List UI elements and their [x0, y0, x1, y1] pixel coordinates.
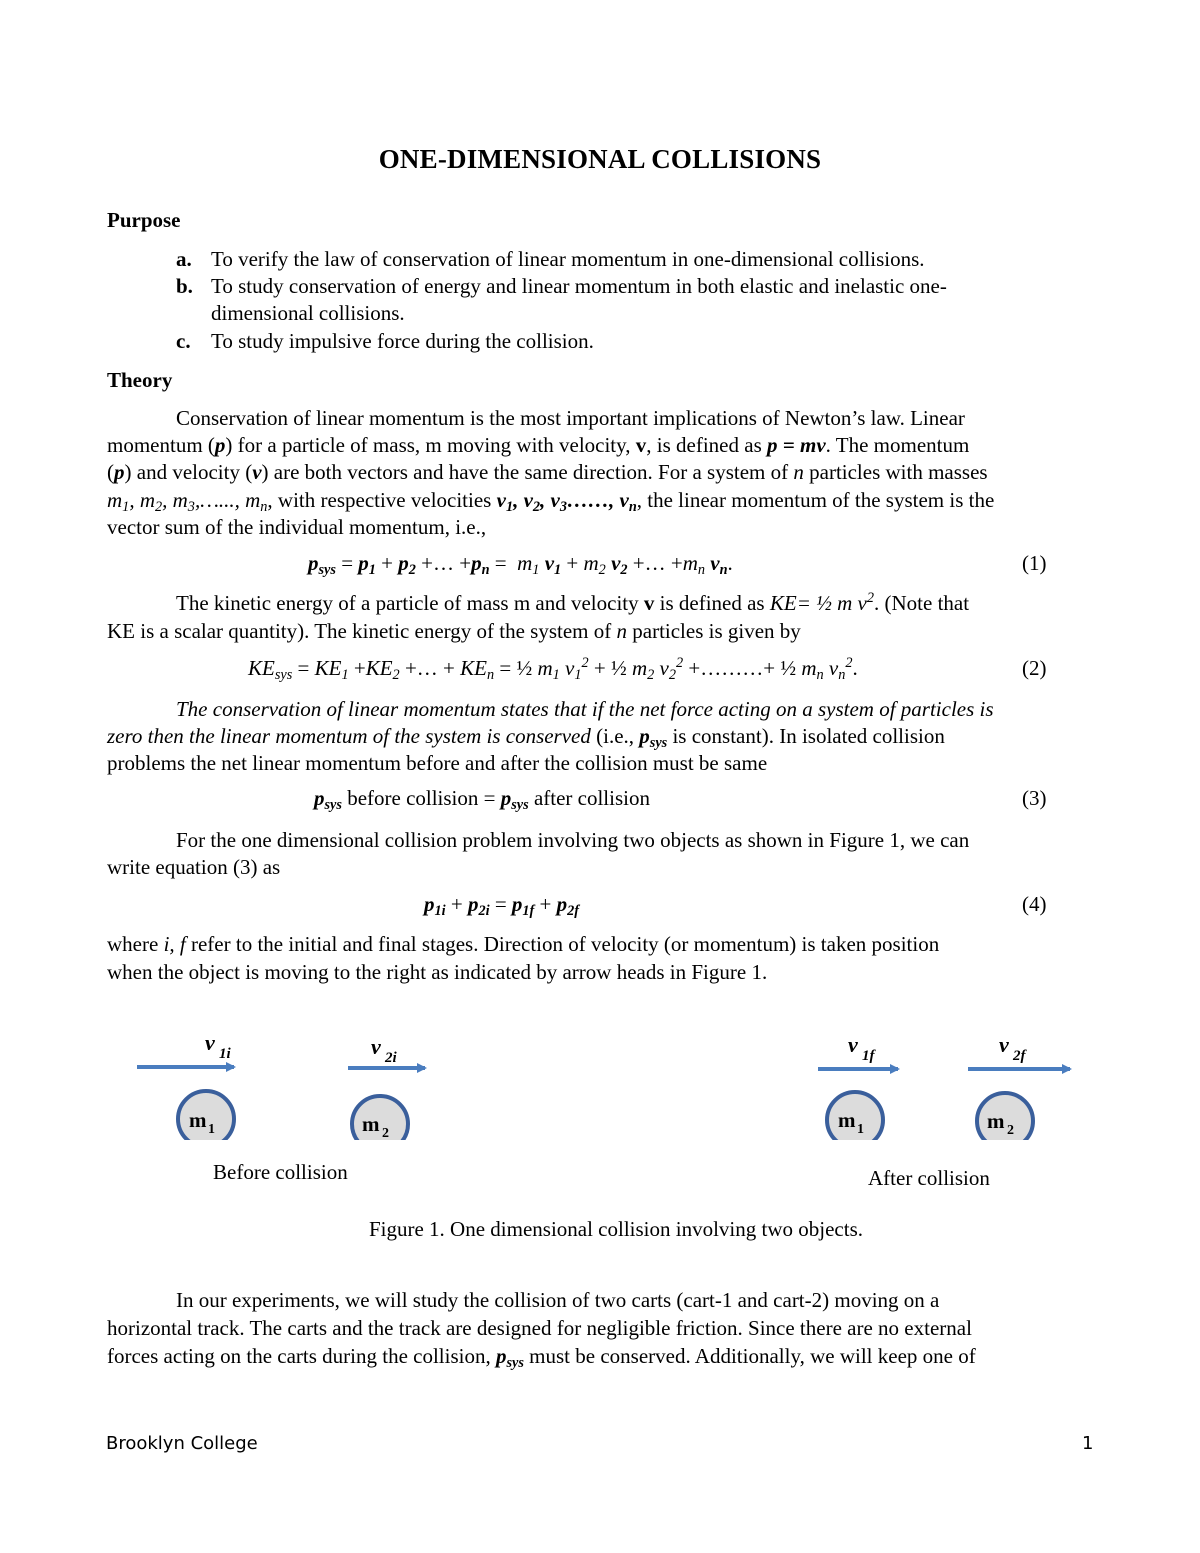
svg-text:1f: 1f: [862, 1048, 875, 1064]
svg-text:2f: 2f: [1013, 1048, 1026, 1064]
velocity-label-v1i: [205, 1030, 232, 1062]
theory-p5-line1: where i, f refer to the initial and final stages. Direction of velocity (or momentum) is taken position: [107, 932, 940, 956]
ball-m2-before: [352, 1096, 408, 1140]
ball-m1-after: [827, 1092, 883, 1140]
svg-text:1i: 1i: [219, 1046, 231, 1062]
collision-figure: [0, 1020, 1200, 1140]
svg-text:v: v: [999, 1032, 1009, 1057]
svg-text:1: 1: [857, 1122, 864, 1137]
experiment-line2: horizontal track. The carts and the track are designed for negligible friction. Since there are no external: [107, 1316, 972, 1340]
figure-caption: Figure 1. One dimensional collision involving two objects.: [368, 1217, 864, 1241]
after-collision-label: After collision: [868, 1166, 990, 1190]
footer-institution: Brooklyn College: [106, 1433, 258, 1454]
experiment-line1: In our experiments, we will study the collision of two carts (cart-1 and cart-2) moving on a: [176, 1288, 940, 1312]
purpose-item-b: To study conservation of energy and linear momentum in both elastic and inelastic one-: [211, 274, 947, 298]
theory-p4-line2: write equation (3) as: [107, 855, 281, 879]
theory-ke-line2: KE is a scalar quantity). The kinetic energy of the system of n particles is given by: [107, 619, 801, 643]
purpose-item-c: To study impulsive force during the collision.: [211, 329, 594, 353]
theory-p1-line3: (p) and velocity (v) are both vectors and have the same direction. For a system of n particles with masses: [107, 460, 988, 484]
theory-p4-line1: For the one dimensional collision problem involving two objects as shown in Figure 1, we can: [176, 828, 970, 852]
theory-p1-line2: momentum (p) for a particle of mass, m moving with velocity, v, is defined as p = mv. The momentum: [107, 433, 970, 457]
svg-text:2: 2: [382, 1126, 389, 1140]
purpose-marker-c: c.: [176, 329, 191, 353]
velocity-label-v1f: [848, 1032, 877, 1064]
before-collision-label: Before collision: [213, 1160, 348, 1184]
conservation-line2: zero then the linear momentum of the system is conserved (i.e., $p_{sys}$ is constant). In isolated collision: [107, 724, 945, 751]
equation-3: $p_{sys}$ before collision = $p_{sys}$ after collision: [314, 786, 650, 813]
conservation-line1: The conservation of linear momentum states that if the net force acting on a system of particles is: [176, 697, 994, 721]
equation-3-number: (3): [1022, 786, 1047, 810]
svg-text:2: 2: [1007, 1123, 1014, 1138]
theory-p1-line5: vector sum of the individual momentum, i.e.,: [107, 515, 487, 539]
page-number: 1: [1082, 1433, 1094, 1454]
purpose-item-a: To verify the law of conservation of linear momentum in one-dimensional collisions.: [211, 247, 925, 271]
theory-ke-line1: The kinetic energy of a particle of mass m and velocity v is defined as KE= ½ m $v^2$. (Note that: [176, 590, 970, 615]
velocity-label-v2i: [371, 1034, 398, 1066]
conservation-line3: problems the net linear momentum before and after the collision must be same: [107, 751, 768, 775]
theory-p1-line1: Conservation of linear momentum is the most important implications of Newton’s law. Linear: [176, 406, 965, 430]
svg-text:m: m: [362, 1112, 380, 1136]
theory-heading: Theory: [107, 368, 173, 392]
velocity-label-v2f: [999, 1032, 1028, 1064]
svg-text:2i: 2i: [385, 1050, 397, 1066]
equation-4: $p_{1i} + p_{2i} = p_{1f} + p_{2f}$: [424, 892, 580, 919]
experiment-line3: forces acting on the carts during the collision, $p_{sys}$ must be conserved. Additionally, we will keep one of: [107, 1344, 976, 1371]
ball-m2-after: [977, 1093, 1033, 1140]
svg-text:m: m: [189, 1108, 207, 1132]
svg-text:v: v: [205, 1030, 215, 1055]
equation-2-number: (2): [1022, 656, 1047, 680]
equation-2: $KE_{sys} = KE_1 +KE_2$ +… + $KE_n$ = ½ $m_1$ $v_1^2$ + ½ $m_2$ $v_2^2$ +………+ ½ $m_n$ $v_n^2$.: [248, 655, 858, 683]
equation-4-number: (4): [1022, 892, 1047, 916]
svg-text:v: v: [848, 1032, 858, 1057]
svg-text:v: v: [371, 1034, 381, 1059]
theory-p1-line4: $m_1$, $m_2$, $m_3,\dots$..., $m_n$, with respective velocities $v_1$, $v_2$, $v_3\dots\dots$, $v_n$, the linear momentum of the system is the: [107, 488, 995, 515]
equation-1: $p_{sys} = p_1 + p_2$ +… $+p_n = m_1$ $v_1 + m_2$ $v_2$ +… $+m_n$ $v_n$.: [308, 551, 733, 578]
svg-text:m: m: [838, 1108, 856, 1132]
svg-text:1: 1: [208, 1122, 215, 1137]
purpose-item-b-cont: dimensional collisions.: [211, 301, 405, 325]
purpose-marker-a: a.: [176, 247, 192, 271]
equation-1-number: (1): [1022, 551, 1047, 575]
page-title: ONE-DIMENSIONAL COLLISIONS: [378, 144, 822, 174]
purpose-heading: Purpose: [107, 208, 181, 232]
theory-p5-line2: when the object is moving to the right as indicated by arrow heads in Figure 1.: [107, 960, 768, 984]
ball-m1-before: [178, 1091, 234, 1140]
svg-text:m: m: [987, 1109, 1005, 1133]
purpose-marker-b: b.: [176, 274, 193, 298]
